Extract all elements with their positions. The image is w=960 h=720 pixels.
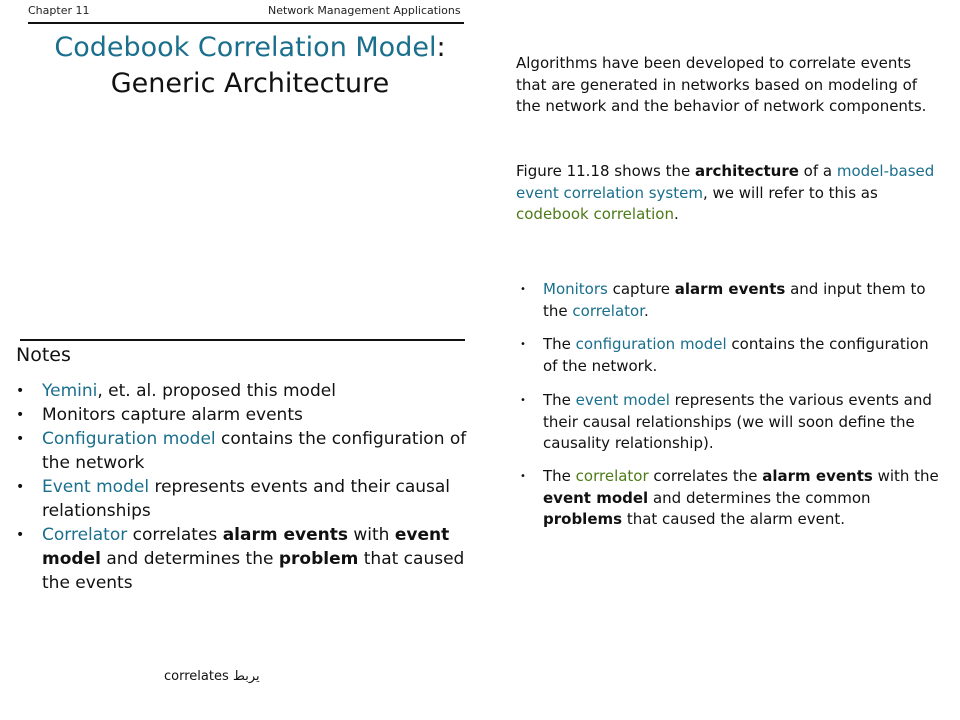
note-event-model: event model [42,525,450,569]
note-event-model: Event model [42,477,150,497]
notes-title: Notes [16,344,71,366]
term-correlator: correlator [575,467,649,485]
bullet-icon: • [16,479,25,495]
note-text: represents events and their causal relationships [42,477,451,521]
bullet-icon: • [520,284,526,295]
list-item [16,475,486,523]
list-item [516,279,946,322]
list-text: and determines the common [648,488,871,507]
note-text: contains the configuration of the network [42,429,467,473]
title-line2: Generic Architecture [110,68,390,99]
list-item [516,334,946,377]
term-configuration-model: configuration model [575,335,727,353]
intro-text: Figure 11.18 shows the [516,162,696,180]
list-text: The [543,467,576,485]
term-event-model: event model [543,488,649,507]
intro-paragraph-2 [516,161,936,226]
term-event-model: event model [575,391,670,409]
intro-text: . [674,205,679,223]
intro-text: of a [798,162,837,180]
list-item [516,390,946,455]
title-part1: Codebook Correlation Model [54,32,437,63]
intro-model-based: model-based event correlation system [516,162,935,202]
list-text: The [543,335,576,353]
bullet-icon: • [16,383,25,399]
list-text: with the [872,467,939,485]
note-text: correlates [127,525,223,545]
list-item [16,427,486,475]
intro-codebook: codebook correlation [516,205,674,223]
note-text: that caused the events [42,549,465,593]
list-item [516,466,946,531]
term-problems: problems [543,510,623,528]
bullet-icon: • [520,395,526,406]
course-label: Network Management Applications [268,4,461,17]
list-text: represents the various events and their causal relationships (we will soon define the causality relationship). [543,391,932,452]
list-item [16,523,486,595]
term-correlator: correlator [572,301,644,320]
notes-list [16,379,486,595]
footer-arabic: يربط [232,669,260,684]
list-text: capture [607,280,675,298]
list-item [16,379,486,403]
note-configuration-model: Configuration model [42,429,216,449]
bullet-icon: • [520,339,526,350]
note-text: , et. al. proposed this model [97,381,336,401]
list-text: and input them to the [543,280,926,320]
intro-architecture: architecture [695,162,799,180]
note-text: with [347,525,395,545]
list-item [16,403,486,427]
term-alarm-events: alarm events [762,467,873,485]
bullet-icon: • [16,527,25,543]
list-text: . [644,301,649,320]
slide-title [30,30,470,102]
list-text: contains the configuration of the network. [543,335,929,375]
note-text: Monitors capture alarm events [42,405,303,425]
bullet-icon: • [16,431,25,447]
note-correlator: Correlator [42,525,128,545]
list-text: that caused the alarm event. [622,510,846,528]
note-yemini: Yemini [42,381,98,401]
list-text: The [543,391,576,409]
footer-word: correlates [164,669,229,684]
footer-translation [164,669,260,684]
term-alarm-events: alarm events [674,280,786,298]
header-rule [28,22,464,24]
intro-paragraph-1: Algorithms have been developed to correlate events that are generated in networks based on modeling of the network and the behavior of network components. [516,54,927,115]
note-problem: problem [278,549,359,569]
bullet-icon: • [16,407,25,423]
chapter-label: Chapter 11 [28,4,90,17]
intro-text: , we will refer to this as [702,183,878,202]
note-alarm-events: alarm events [222,525,348,545]
list-text: correlates the [648,467,763,485]
note-text: and determines the [100,549,279,569]
title-colon: : [436,32,446,63]
bullet-icon: • [520,471,526,482]
notes-rule [20,339,465,341]
term-monitors: Monitors [543,280,608,298]
